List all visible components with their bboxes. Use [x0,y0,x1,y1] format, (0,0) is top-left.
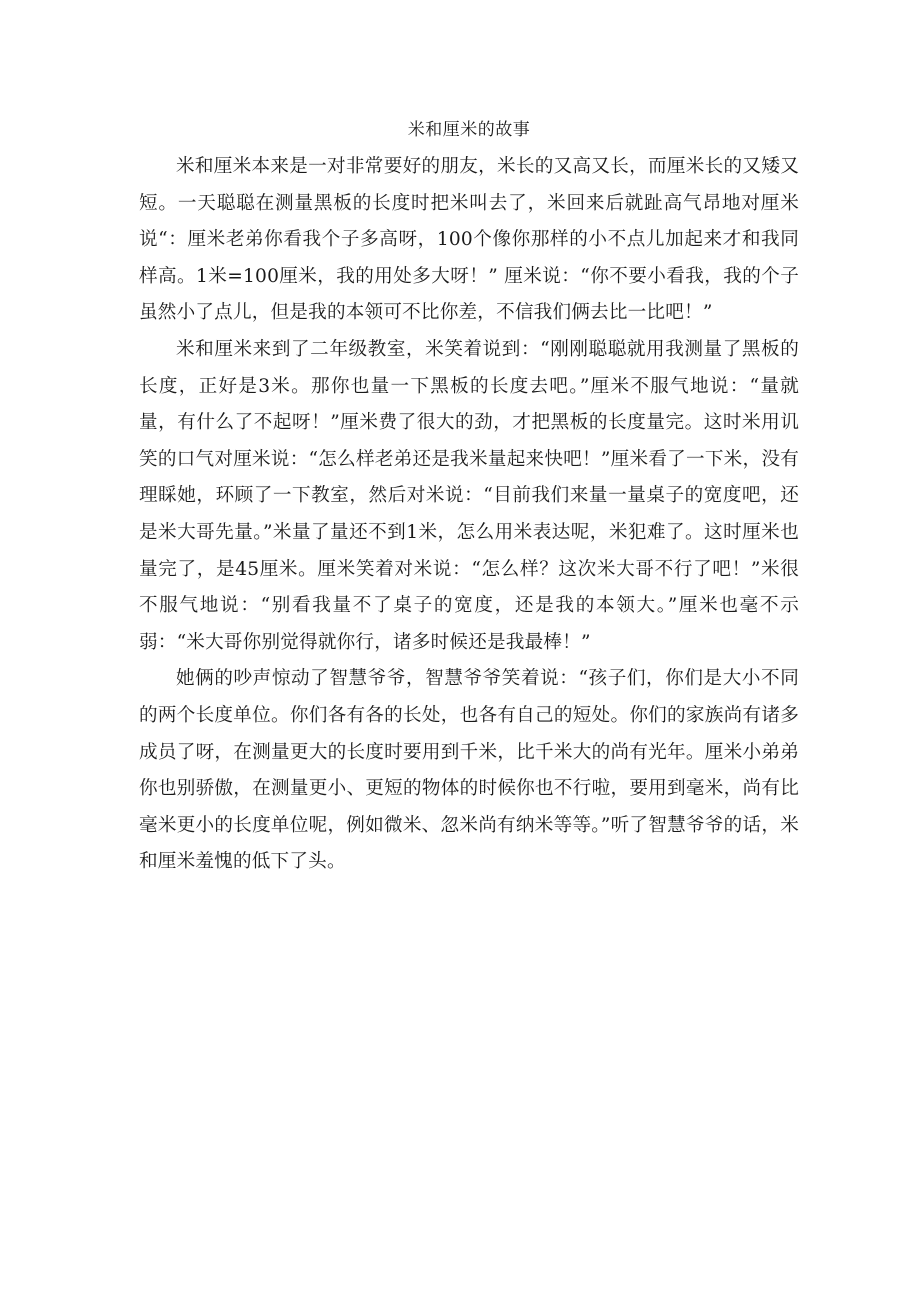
document-body [139,112,799,881]
paragraph-2: 米和厘米来到了二年级教室，米笑着说到：“刚刚聪聪就用我测量了黑板的长度，正好是3米。那你也量一下黑板的长度去吧。”厘米不服气地说：“量就量，有什么了不起呀！”厘米费了很大的劲，才把黑板的长度量完。这时米用讥笑的口气对厘米说：“怎么样老弟还是我米量起来快吧！”厘米看了一下米，没有理睬她，环顾了一下教室，然后对米说：“目前我们来量一量桌子的宽度吧，还是米大哥先量。”米量了量还不到1米，怎么用米表达呢，米犯难了。这时厘米也量完了，是45厘米。厘米笑着对米说：“怎么样？这次米大哥不行了吧！”米很不服气地说：“别看我量不了桌子的宽度，还是我的本领大。”厘米也毫不示弱：“米大哥你别觉得就你行，诸多时候还是我最棒！” [139,338,799,653]
paragraph-3: 她俩的吵声惊动了智慧爷爷，智慧爷爷笑着说：“孩子们，你们是大小不同的两个长度单位。你们各有各的长处，也各有自己的短处。你们的家族尚有诸多成员了呀，在测量更大的长度时要用到千米，比千米大的尚有光年。厘米小弟弟你也别骄傲，在测量更小、更短的物体的时候你也不行啦，要用到毫米，尚有比毫米更小的长度单位呢，例如微米、忽米尚有纳米等等。”听了智慧爷爷的话，米和厘米羞愧的低下了头。 [139,668,799,873]
document-title: 米和厘米的故事 [407,120,531,140]
paragraph-1: 米和厘米本来是一对非常要好的朋友，米长的又高又长，而厘米长的又矮又短。一天聪聪在测量黑板的长度时把米叫去了，米回来后就趾高气昂地对厘米说“：厘米老弟你看我个子多高呀，100个像你那样的小不点儿加起来才和我同样高。1米=100厘米，我的用处多大呀！” 厘米说：“你不要小看我，我的个子虽然小了点儿，但是我的本领可不比你差，不信我们俩去比一比吧！” [139,156,799,324]
